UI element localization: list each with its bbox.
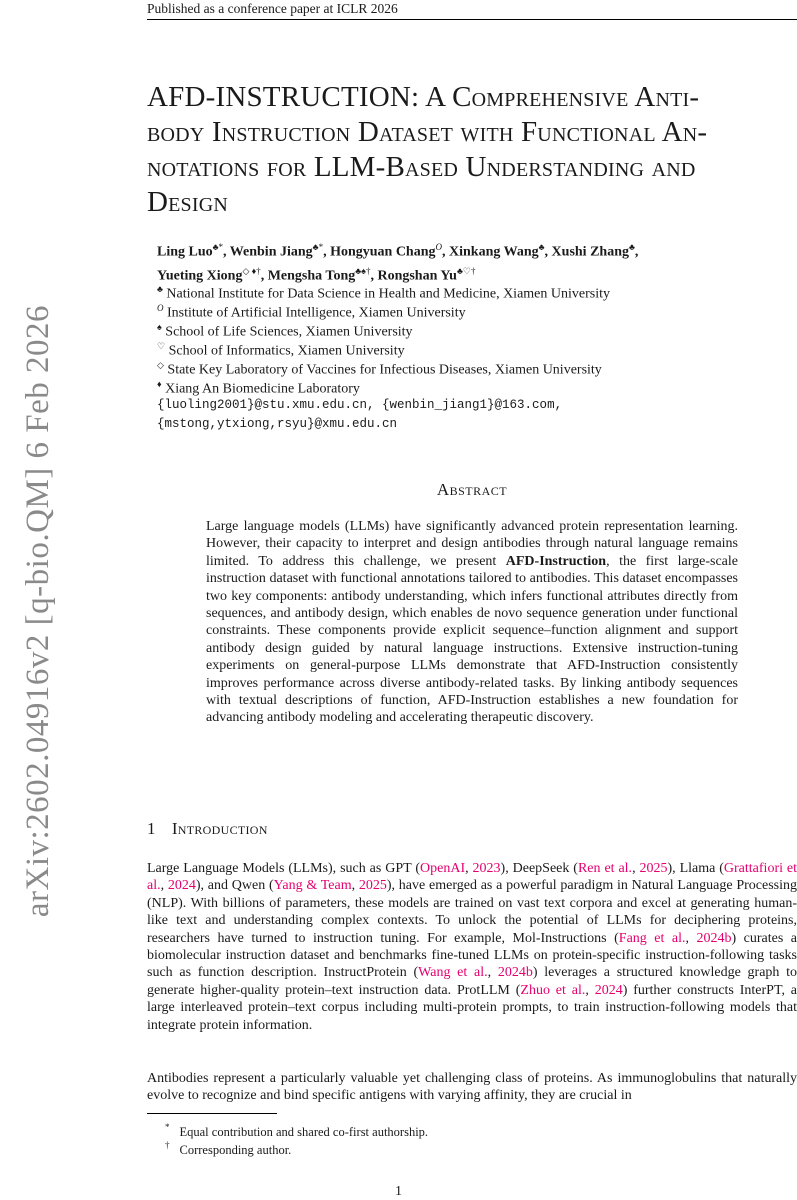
author: Rongshan Yu [377,268,457,284]
author-mark: ♣♡† [456,265,476,276]
author-line-1: Ling Luo♣*, Wenbin Jiang♣*, Hongyuan Chang$^O$, Xinkang Wang♣, Xushi Zhang♣, [157,242,639,260]
citation-link[interactable]: Ren et al. [577,861,633,876]
arxiv-identifier[interactable]: arXiv:2602.04916v2 [q-bio.QM] 6 Feb 2026 [20,305,56,918]
citation-year-link[interactable]: 2025 [358,878,387,894]
citation-year-link[interactable]: 2024b [696,930,732,946]
author: Hongyuan Chang [330,244,436,260]
citation-link[interactable]: Fang et al. [618,930,686,946]
citation-link[interactable]: Wang et al. [418,965,488,981]
title-line: Design [147,186,229,218]
email-line: {luoling2001}@stu.xmu.edu.cn, {wenbin_jiang1}@163.com, [157,398,563,412]
citation-year-link[interactable]: 2024b [497,965,533,981]
citation-year-link[interactable]: 2025 [639,861,668,876]
affiliation: ◇ State Key Laboratory of Vaccines for Infectious Diseases, Xiamen University [157,360,602,378]
section-heading: 1 Introduction [147,819,268,838]
abstract-body: Large language models (LLMs) have significantly advanced protein representation learning. However, their capacity to interpret and design antibodies through natural language remains limited. To address this challenge, we present AFD-Instruction, the first large-scale instruction dataset with functional annotations tailored to antibodies. This dataset encompasses two key components: antibody understanding, which infers functional attributes directly from sequences, and antibody design, which enables de novo sequence generation under functional constraints. These components provide explicit sequence–function alignment and support antibody design guided by natural language instructions. Extensive instruction-tuning experiments on general-purpose LLMs demonstrate that AFD-Instruction consistently improves performance across diverse antibody-related tasks. By linking antibody sequences with textual descriptions of function, AFD-Instruction establishes a new foundation for advancing antibody modeling and accelerating therapeutic discovery. [206,519,738,726]
author-mark: ♣ [538,242,545,252]
citation-link[interactable]: Grattafiori et al. [147,861,797,894]
affiliation: ♦ Xiang An Biomedicine Laboratory [157,379,360,397]
footnote-rule [147,1113,277,1114]
intro-paragraph: Large Language Models (LLMs), such as GPT (OpenAI, 2023), DeepSeek (Ren et al., 2025), Llama (Grattafiori et al., 2024), and Qwen (Yang & Team, 2025), have emerged as a powerful paradigm in Natural Language Processing (NLP). With billions of parameters, these models are trained on vast text corpora and excel at generating human-like text and understanding complex contexts. To unlock the potential of LLMs for deciphering proteins, researchers have turned to instruction tuning. For example, Mol-Instructions (Fang et al., 2024b) curates a biomolecular instruction dataset and benchmarks fine-tuned LLMs on protein-specific instruction-following tasks such as function description. InstructProtein (Wang et al., 2024b) leverages a structured knowledge graph to generate higher-quality protein–text instruction data. ProtLLM (Zhuo et al., 2024) further constructs InterPT, a large interleaved protein–text corpus including multi-protein prompts, to train instruction-following models that integrate protein information. [147,861,797,1033]
affiliation: $^O$ Institute of Artificial Intelligence, Xiamen University [157,303,466,321]
running-header: Published as a conference paper at ICLR 2026 [147,1,398,16]
paper-title [147,80,797,220]
author: Mengsha Tong [267,268,356,284]
dataset-name: AFD-Instruction [505,553,607,569]
citation-link[interactable]: Yang & Team [273,878,352,894]
author-mark: ♣* [312,242,324,252]
author: Ling Luo [157,244,213,260]
author: Yueting Xiong [157,268,243,284]
author-mark: ♣ [628,242,635,252]
header-rule [147,19,797,20]
author: Wenbin Jiang [229,244,313,260]
citation-year-link[interactable]: 2024 [167,878,196,894]
intro-paragraph-2: Antibodies represent a particularly valuable yet challenging class of proteins. As immunoglobulins that naturally evolve to recognize and bind specific antigens with varying affinity, they are crucial in [147,1071,797,1104]
title-line: AFD-INSTRUCTION: A Comprehensive Anti- [147,81,700,113]
author: Xinkang Wang [449,244,539,260]
author-list [157,238,797,285]
citation-year-link[interactable]: 2023 [472,861,501,876]
author: Xushi Zhang [551,244,629,260]
author-mark: ♣* [212,242,224,252]
citation-link[interactable]: Zhuo et al. [520,982,586,998]
abstract-heading: Abstract [436,480,508,499]
affiliation: ♠ School of Life Sciences, Xiamen University [157,322,413,340]
author-mark: O [435,242,443,252]
author-mark: ♣♠† [355,265,371,276]
author-line-2: Yueting Xiong◇ ♦†, Mengsha Tong♣♠†, Rongshan Yu♣♡† [157,265,476,284]
citation-year-link[interactable]: 2024 [594,982,623,998]
title-line: notations for LLM-Based Understanding and [147,151,696,183]
email-line: {mstong,ytxiong,rsyu}@xmu.edu.cn [157,417,398,431]
author-mark: ◇ ♦† [242,265,261,276]
page-number: 1 [395,1184,402,1199]
citation-link[interactable]: OpenAI [420,861,466,876]
footnote: * Equal contribution and shared co-first authorship. [165,1122,429,1140]
affiliation: ♣ National Institute for Data Science in Health and Medicine, Xiamen University [157,284,610,302]
author-emails [157,396,797,434]
affiliation: ♡ School of Informatics, Xiamen University [157,341,405,359]
title-line: body Instruction Dataset with Functional An- [147,116,708,148]
footnote: † Corresponding author. [165,1140,292,1158]
